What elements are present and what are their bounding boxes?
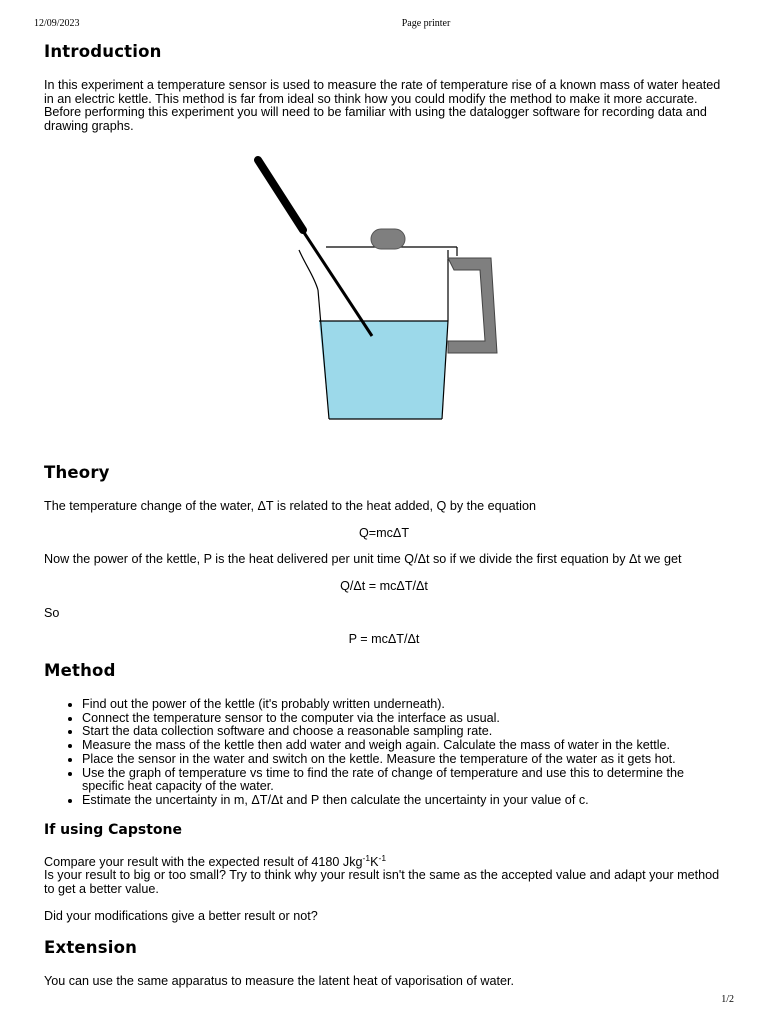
equation-rate: Q/Δt = mcΔT/Δt	[340, 578, 428, 593]
unit-exponent-k: -1	[378, 852, 387, 863]
method-step: • Start the data collection software and choose a reasonable sampling rate.	[82, 725, 724, 739]
theory-heading: Theory	[44, 462, 110, 482]
kettle-handle	[448, 258, 497, 353]
method-step: • Estimate the uncertainty in m, ΔT/Δt and P then calculate the uncertainty in your value of c.	[82, 794, 724, 808]
kettle-water	[319, 321, 448, 419]
extension-heading: Extension	[44, 938, 138, 958]
theory-so: So	[44, 605, 60, 620]
equation-heat: Q=mcΔT	[358, 525, 410, 540]
method-step: • Find out the power of the kettle (it's probably written underneath).	[82, 698, 724, 712]
capstone-compare-text	[44, 852, 724, 870]
theory-paragraph-2: Now the power of the kettle, P is the heat delivered per unit time Q/Δt so if we divide the first equation by Δt we get	[44, 552, 682, 567]
temperature-probe-rod	[301, 228, 372, 336]
method-step: • Use the graph of temperature vs time to find the rate of change of temperature and use this to determine the specific heat capacity of the water.	[82, 767, 724, 794]
method-heading: Method	[44, 661, 116, 681]
kettle-body	[318, 290, 448, 310]
introduction-paragraph: In this experiment a temperature sensor is used to measure the rate of temperature rise of a known mass of water heated in an electric kettle. This method is far from ideal so think how you could modify the method to make it more accurate. Before performing this experiment you will need to be familiar with using the datalogger software for recording data and drawing graphs.	[44, 78, 721, 134]
capstone-question-text: Is your result to big or too small? Try to think why your result isn't the same as the accepted value and adapt your method to get a better value.	[44, 868, 720, 897]
kettle-illustration	[44, 148, 724, 438]
theory-paragraph-1: The temperature change of the water, ΔT is related to the heat added, Q by the equation	[44, 498, 536, 513]
extension-paragraph: You can use the same apparatus to measure the latent heat of vaporisation of water.	[44, 974, 515, 989]
unit-kelvin: K	[370, 854, 379, 869]
introduction-heading: Introduction	[44, 42, 162, 61]
capstone-compare-prefix: Compare your result with the expected result of 4180 Jkg	[44, 854, 363, 869]
unit-exponent-kg: -1	[362, 852, 371, 863]
kettle-spout	[299, 250, 318, 290]
probe-handle	[258, 160, 303, 230]
lid-knob	[371, 229, 405, 249]
print-header-title: Page printer	[401, 18, 451, 29]
equation-power: P = mcΔT/Δt	[348, 632, 420, 647]
print-date: 12/09/2023	[34, 18, 80, 29]
document-content	[44, 40, 724, 989]
method-step: • Measure the mass of the kettle then add water and weigh again. Calculate the mass of water in the kettle.	[82, 739, 724, 753]
kettle-diagram	[44, 148, 724, 438]
method-list	[44, 698, 724, 808]
page-number: 1/2	[721, 994, 734, 1005]
method-step: • Connect the temperature sensor to the computer via the interface as usual.	[82, 712, 724, 726]
method-step: • Place the sensor in the water and switch on the kettle. Measure the temperature of the water as it gets hot.	[82, 753, 724, 767]
capstone-modifications-text: Did your modifications give a better result or not?	[44, 908, 318, 923]
capstone-heading: If using Capstone	[44, 821, 182, 838]
